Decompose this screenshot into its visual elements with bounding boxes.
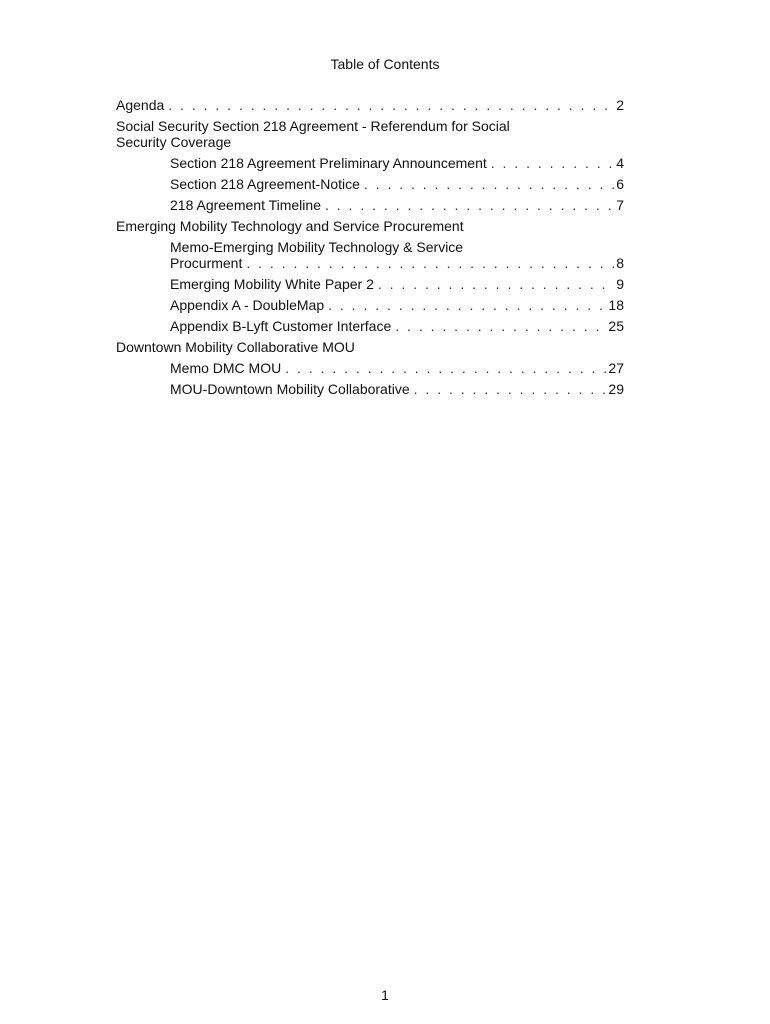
toc-entry-page: 7 — [616, 197, 624, 213]
toc-section-downtown-mobility[interactable] — [116, 339, 624, 355]
toc-entry-title: Appendix B-Lyft Customer Interface — [170, 318, 392, 334]
toc-entry-preliminary-announcement[interactable] — [116, 155, 624, 171]
toc-section-title: Social Security Section 218 Agreement - Referendum for Social Security Coverage — [116, 118, 510, 150]
dot-leader — [246, 255, 614, 271]
toc-entry-title: Section 218 Agreement Preliminary Announcement — [170, 155, 487, 171]
dot-leader — [168, 97, 614, 113]
toc-entry-agreement-timeline[interactable] — [116, 197, 624, 213]
toc-section-emerging-mobility[interactable] — [116, 218, 624, 234]
toc-entry-page: 29 — [608, 381, 624, 397]
dot-leader — [378, 276, 614, 292]
toc-entry-title: MOU-Downtown Mobility Collaborative — [170, 381, 410, 397]
toc-entry-agreement-notice[interactable] — [116, 176, 624, 192]
dot-leader — [491, 155, 614, 171]
toc-entry-page: 9 — [616, 276, 624, 292]
toc-entry-page: 18 — [608, 297, 624, 313]
table-of-contents — [116, 97, 624, 402]
toc-section-title: Emerging Mobility Technology and Service Procurement — [116, 218, 464, 234]
dot-leader — [364, 176, 614, 192]
toc-entry-title: Memo DMC MOU — [170, 360, 282, 376]
dot-leader — [285, 360, 606, 376]
page-number: 1 — [381, 987, 389, 1003]
toc-entry-appendix-a[interactable] — [116, 297, 624, 313]
toc-entry-page: 4 — [616, 155, 624, 171]
toc-entry-title: Emerging Mobility White Paper 2 — [170, 276, 374, 292]
toc-entry-page: 2 — [616, 97, 624, 113]
toc-entry-appendix-b[interactable] — [116, 318, 624, 334]
dot-leader — [395, 318, 606, 334]
toc-entry-memo-dmc[interactable] — [116, 360, 624, 376]
toc-entry-title: Agenda — [116, 97, 165, 113]
dot-leader — [414, 381, 607, 397]
toc-entry-mou-downtown[interactable] — [116, 381, 624, 397]
toc-entry-page: 6 — [616, 176, 624, 192]
toc-entry-memo-emerging-mobility[interactable] — [116, 239, 624, 271]
toc-section-title: Downtown Mobility Collaborative MOU — [116, 339, 355, 355]
toc-entry-title-line1: Memo-Emerging Mobility Technology & Service — [170, 239, 464, 255]
toc-entry-agenda[interactable] — [116, 97, 624, 113]
toc-entry-page: 27 — [608, 360, 624, 376]
toc-entry-title: Section 218 Agreement-Notice — [170, 176, 360, 192]
dot-leader — [328, 297, 606, 313]
toc-section-social-security[interactable] — [116, 118, 624, 150]
toc-entry-title: Appendix A - DoubleMap — [170, 297, 325, 313]
toc-entry-title: 218 Agreement Timeline — [170, 197, 321, 213]
toc-entry-page: 25 — [608, 318, 624, 334]
toc-entry-title-line2: Procurment — [170, 255, 243, 271]
toc-entry-page: 8 — [616, 255, 624, 271]
page-title: Table of Contents — [330, 56, 440, 72]
toc-entry-white-paper[interactable] — [116, 276, 624, 292]
dot-leader — [325, 197, 614, 213]
